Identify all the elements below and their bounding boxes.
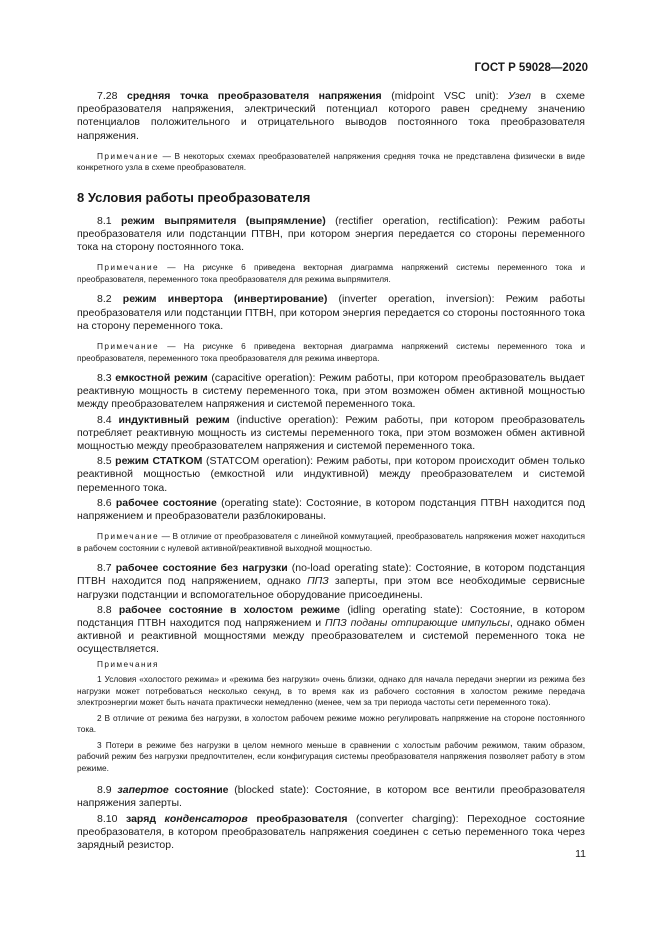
note-8-6: Примечание — В отличие от преобразователя с линейной коммутацией, преобразователь напряжения может находиться в рабочем состоянии с нулевой активной/реактивной выходной мощностью. <box>77 531 585 553</box>
paragraph-8-3: 8.3 емкостной режим (capacitive operation): Режим работы, при котором преобразователь выдает реактивную мощность в систему переменного тока, при этом возможен обмен активной мощностью между преобразователем напряжения и системой переменного тока. <box>77 372 585 411</box>
note-item-1: 1 Условия «холостого режима» и «режима без нагрузки» очень близки, однако для начала передачи энергии из режима без нагрузки может потребоваться несколько секунд, в то время как из рабочего состояния в холостом режиме передача электроэнергии может быть начата практически немедленно (менее, чем за три периода частоты сети переменного тока). <box>77 674 585 708</box>
paragraph-8-2: 8.2 режим инвертора (инвертирование) (inverter operation, inversion): Режим работы преобразователя или подстанции ПТВН, при котором энергия передается со стороны постоянного тока на сторону переменного тока. <box>77 293 585 332</box>
paragraph-8-9: 8.9 запертое состояние (blocked state): Состояние, в котором все вентили преобразователя напряжения заперты. <box>77 784 585 810</box>
page-content <box>77 90 585 854</box>
paragraph-8-6: 8.6 рабочее состояние (operating state): Состояние, в котором подстанция ПТВН находится под напряжением и преобразователи разблокированы. <box>77 496 585 523</box>
notes-heading: Примечания <box>97 658 159 669</box>
section-heading: 8 Условия работы преобразователя <box>77 189 311 205</box>
paragraph-8-8: 8.8 рабочее состояние в холостом режиме (idling operating state): Состояние, в котором подстанция ПТВН находится под напряжением и ППЗ поданы отпирающие импульсы, однако обмен активной и реактивной мощностями между преобразователем и системой переменного тока не осуществляется. <box>77 603 586 656</box>
paragraph-7-28: 7.28 средняя точка преобразователя напряжения (midpoint VSC unit): Узел в схеме преобразователя напряжения, электрический потенциал которого равен среднему значению потенциалов положительного и отрицательного выводов постоянного тока преобразователя напряжения. <box>77 90 585 142</box>
paragraph-8-7: 8.7 рабочее состояние без нагрузки (no-load operating state): Состояние, в котором подстанция ПТВН находится под напряжением, однако ППЗ заперты, при этом все необходимые сервисные нагрузки подстанции и вспомогательное оборудование присоединены. <box>77 562 586 601</box>
page-number: 11 <box>575 848 586 860</box>
paragraph-8-1: 8.1 режим выпрямителя (выпрямление) (rectifier operation, rectification): Режим работы преобразователя или подстанции ПТВН, при котором энергия передается со стороны переменного тока на сторону постоянного тока. <box>77 214 585 254</box>
note-8-2: Примечание — На рисунке 6 приведена векторная диаграмма напряжений системы переменного тока и преобразователя, переменного тока преобразователя для режима инвертора. <box>77 341 585 363</box>
note-item-3: 3 Потери в режиме без нагрузки в целом немного меньше в сравнении с холостым рабочим режимом, таким образом, рабочий режим без нагрузки предпочтителен, если конфигурация системы преобразователя напряжения позволяет работу в этом режиме. <box>77 739 585 773</box>
standard-header: ГОСТ Р 59028—2020 <box>474 62 588 74</box>
note-7-28: Примечание — В некоторых схемах преобразователей напряжения средняя точка не представлена физически в виде конкретного узла в схеме преобразователя. <box>77 150 585 173</box>
paragraph-8-5: 8.5 режим СТАТКОМ (STATCOM operation): Режим работы, при котором происходит обмен только реактивной мощностью (емкостной или индуктивной) между преобразователем и системой переменного тока. <box>77 455 585 494</box>
note-8-1: Примечание — На рисунке 6 приведена векторная диаграмма напряжений системы переменного тока и преобразователя, переменного тока преобразователя для режима выпрямителя. <box>77 262 585 284</box>
note-item-2: 2 В отличие от режима без нагрузки, в холостом рабочем режиме можно регулировать напряжение на стороне постоянного тока. <box>77 712 585 735</box>
paragraph-8-4: 8.4 индуктивный режим (inductive operation): Режим работы, при котором преобразователь потребляет реактивную мощность из системы переменного тока, при этом возможен обмен активной мощностью между преобразователем напряжения и системой переменного тока. <box>77 413 586 453</box>
paragraph-8-10: 8.10 заряд конденсаторов преобразователя (converter charging): Переходное состояние преобразователя, в котором преобразователь напряжения соединен с сетью переменного тока через зарядный резистор. <box>77 812 586 851</box>
